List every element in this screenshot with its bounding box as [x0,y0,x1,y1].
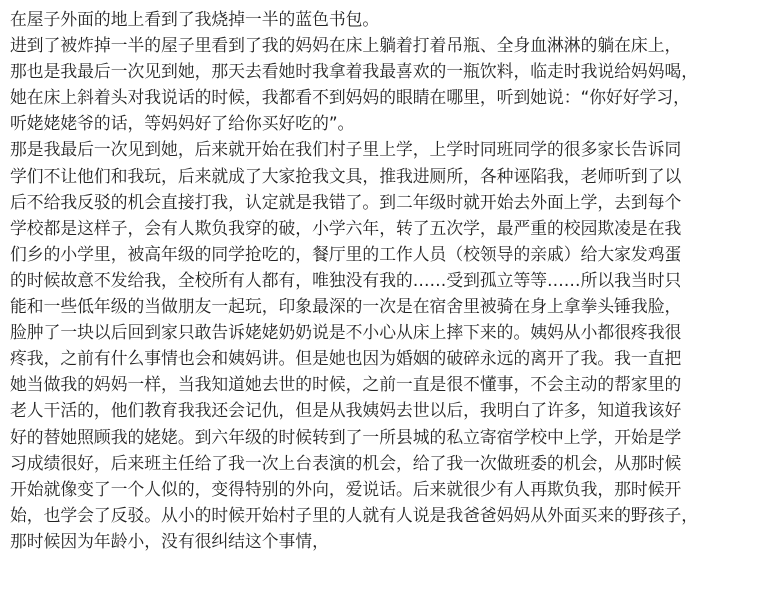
text-line: 进到了被炸掉一半的屋子里看到了我的妈妈在床上躺着打着吊瓶、全身血淋淋的躺在床上， [10,35,682,56]
text-line: 始，也学会了反驳。从小的时候开始村子里的人就有人说是我爸爸妈妈从外面买来的野孩子， [10,504,699,525]
text-line: 好的替她照顾我的姥姥。到六年级的时候转到了一所县城的私立寄宿学校中上学，开始是学 [10,426,682,447]
text-line: 听姥姥姥爷的话，等妈妈好了给你买好吃的”。 [10,113,355,134]
text-line: 疼我，之前有什么事情也会和姨妈讲。但是她也因为婚姻的破碎永远的离开了我。我一直把 [10,348,682,369]
text-line: 她当做我的妈妈一样，当我知道她去世的时候，之前一直是很不懂事，不会主动的帮家里的 [10,374,682,395]
text-line: 们乡的小学里，被高年级的同学抢吃的，餐厅里的工作人员（校领导的亲戚）给大家发鸡蛋 [10,243,682,264]
text-line: 在屋子外面的地上看到了我烧掉一半的蓝色书包。 [10,9,380,29]
text-line: 学们不让他们和我玩，后来就成了大家抢我文具，推我进厕所，各种诬陷我，老师听到了以 [10,165,682,186]
text-line: 习成绩很好，后来班主任给了我一次上台表演的机会，给了我一次做班委的机会，从那时候 [10,452,682,473]
text-line: 那是我最后一次见到她，后来就开始在我们村子里上学，上学时同班同学的很多家长告诉同 [10,139,682,160]
text-line: 那也是我最后一次见到她，那天去看她时我拿着我最喜欢的一瓶饮料，临走时我说给妈妈喝， [10,61,699,82]
text-line: 那时候因为年龄小，没有很纠结这个事情， [10,530,329,551]
text-line: 她在床上斜着头对我说话的时候，我都看不到妈妈的眼睛在哪里，听到她说：“你好好学习， [10,87,690,108]
text-line: 能和一些低年级的当做朋友一起玩，印象最深的一次是在宿舍里被骑在身上拿拳头锤我脸， [10,296,682,317]
text-line: 学校都是这样子，会有人欺负我穿的破，小学六年，转了五次学，最严重的校园欺凌是在我 [10,217,682,238]
text-line: 后不给我反驳的机会直接打我，认定就是我错了。到二年级时就开始去外面上学，去到每个 [10,191,682,212]
text-line: 老人干活的，他们教育我我还会记仇，但是从我姨妈去世以后，我明白了许多，知道我该好 [10,400,682,421]
text-line: 开始就像变了一个人似的，变得特别的外向，爱说话。后来就很少有人再欺负我，那时候开 [10,478,682,499]
text-line: 的时候故意不发给我，全校所有人都有，唯独没有我的……受到孤立等等……所以我当时只 [10,269,682,290]
text-line: 脸肿了一块以后回到家只敢告诉姥姥奶奶说是不小心从床上摔下来的。姨妈从小都很疼我很 [10,322,682,343]
